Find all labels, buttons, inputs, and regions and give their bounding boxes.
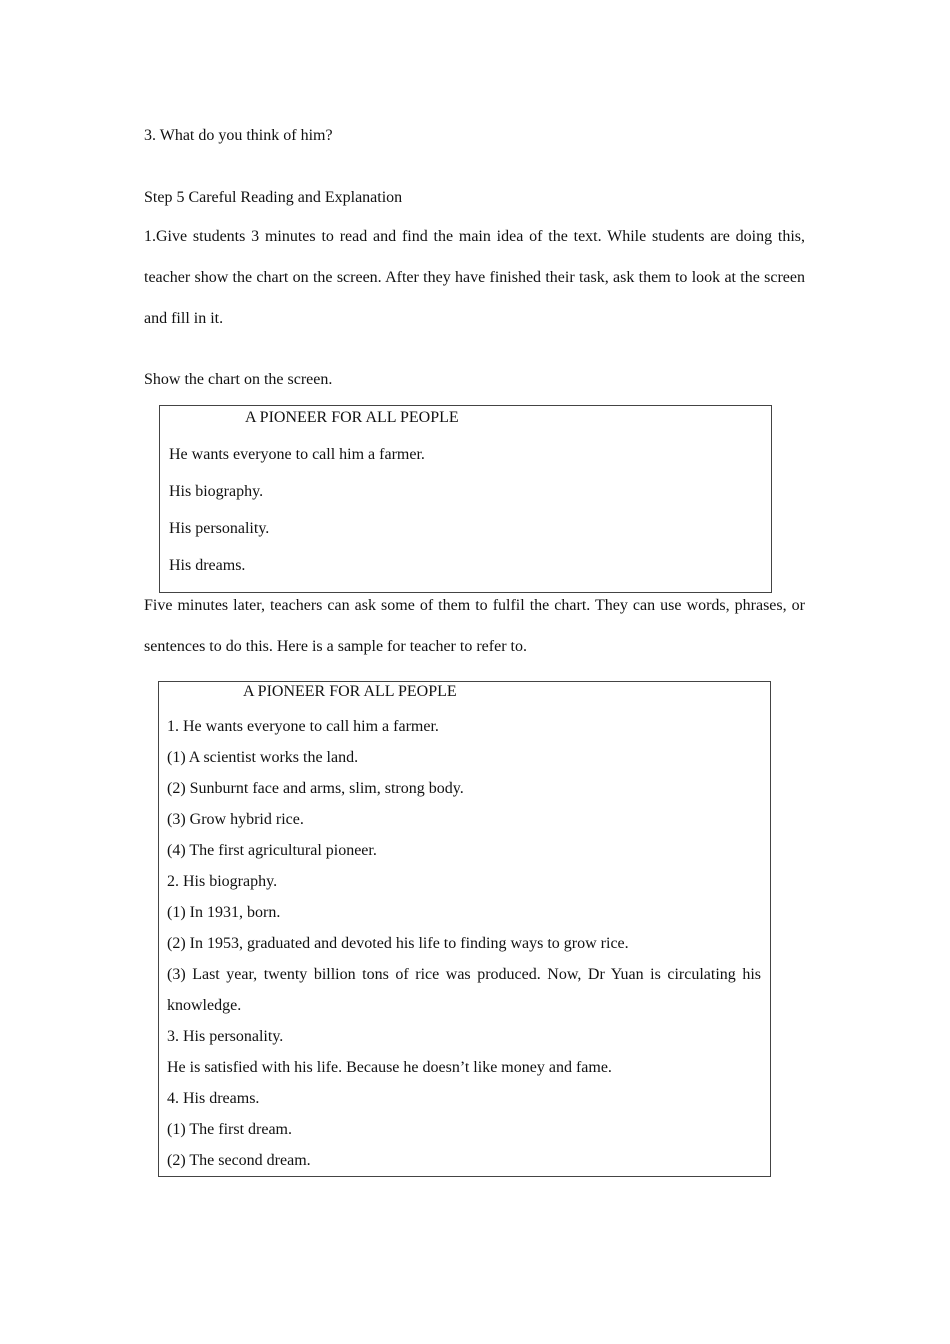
sample-row: (1) The first dream. <box>167 1121 292 1138</box>
sample-row: (2) In 1953, graduated and devoted his life to finding ways to grow rice. <box>167 935 629 952</box>
chart-row: His biography. <box>169 483 264 500</box>
sample-row: (4) The first agricultural pioneer. <box>167 842 377 859</box>
sample-row: He is satisfied with his life. Because he doesn’t like money and fame. <box>167 1059 612 1076</box>
sample-row: 4. His dreams. <box>167 1090 260 1107</box>
sample-row: 2. His biography. <box>167 873 278 890</box>
sample-rows <box>167 711 761 1176</box>
sample-row: 1. He wants everyone to call him a farmer. <box>167 718 439 735</box>
sample-row: (1) A scientist works the land. <box>167 749 359 766</box>
chart-title: A PIONEER FOR ALL PEOPLE <box>245 409 459 426</box>
sample-row: (1) In 1931, born. <box>167 904 281 921</box>
chart-row: His personality. <box>169 520 270 537</box>
five-minutes-paragraph: Five minutes later, teachers can ask some of them to fulfil the chart. They can use words, phrases, or sentences to do this. Here is a sample for teacher to refer to. <box>144 597 805 655</box>
chart-title: A PIONEER FOR ALL PEOPLE <box>243 683 457 700</box>
chart-box-sample <box>158 681 771 1177</box>
chart-row: He wants everyone to call him a farmer. <box>169 446 425 463</box>
sample-row: (3) Grow hybrid rice. <box>167 811 304 828</box>
sample-row: (2) The second dream. <box>167 1152 311 1169</box>
sample-row: 3. His personality. <box>167 1028 284 1045</box>
chart-box-blank <box>159 405 772 593</box>
question-3: 3. What do you think of him? <box>144 127 333 144</box>
show-chart-text: Show the chart on the screen. <box>144 371 333 388</box>
step5-heading: Step 5 Careful Reading and Explanation <box>144 189 403 206</box>
sample-row: (3) Last year, twenty billion tons of rice was produced. Now, Dr Yuan is circulating his knowledge. <box>167 966 761 1014</box>
chart-row: His dreams. <box>169 557 246 574</box>
instruction-paragraph: 1.Give students 3 minutes to read and find the main idea of the text. While students are doing this, teacher show the chart on the screen. After they have finished their task, ask them to look at the screen and fill in it. <box>144 228 805 327</box>
sample-row: (2) Sunburnt face and arms, slim, strong body. <box>167 780 464 797</box>
